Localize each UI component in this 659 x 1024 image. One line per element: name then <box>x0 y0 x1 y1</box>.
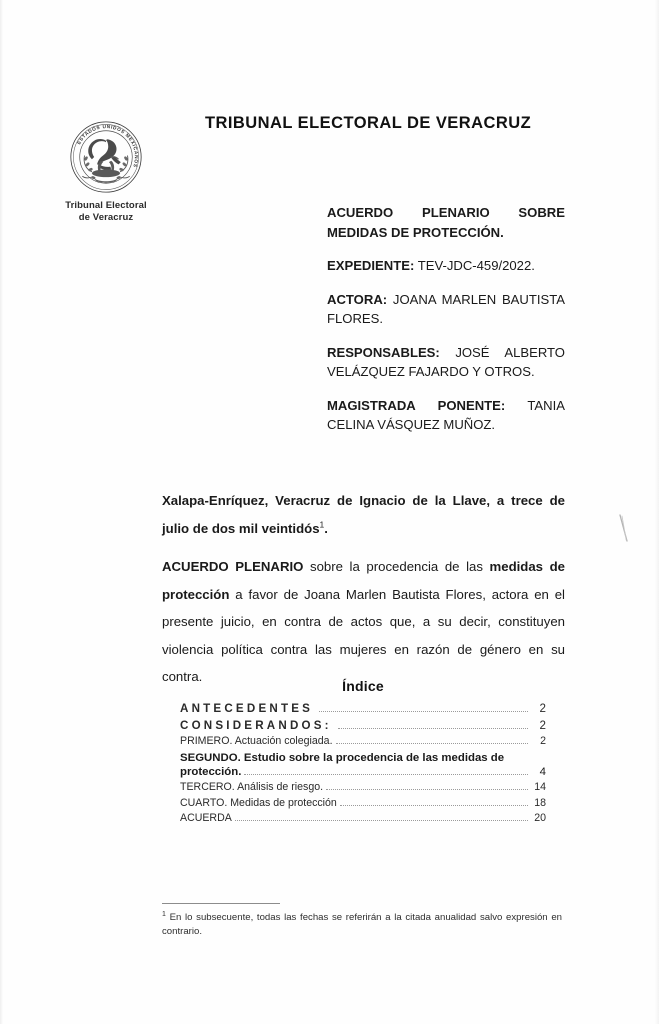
toc-entry-cuarto[interactable] <box>180 797 546 810</box>
toc-entry-label: TERCERO. Análisis de riesgo. <box>180 781 324 793</box>
summary-lead: ACUERDO PLENARIO <box>162 559 304 574</box>
caption-magistrada <box>327 396 565 435</box>
toc-entry-label: ACUERDA <box>180 812 232 824</box>
place-date-text: Xalapa-Enríquez, Veracruz de Ignacio de la Llave, a trece de julio de dos mil veintidós <box>162 493 565 536</box>
footnote-ref-1[interactable]: 1 <box>319 519 325 530</box>
toc-dot-leader <box>235 819 528 821</box>
toc-entry-label: CONSIDERANDOS: <box>180 718 332 732</box>
toc-heading: Índice <box>342 678 384 694</box>
toc-entry-considerandos[interactable] <box>180 719 546 733</box>
caption-actora-value: JOANA MARLEN BAUTISTA FLORES. <box>327 291 565 326</box>
footnote-area <box>162 903 562 938</box>
svg-text:ESTADOS UNIDOS MEXICANOS: ESTADOS UNIDOS MEXICANOS <box>77 125 138 168</box>
toc-entry-acuerda[interactable] <box>180 812 546 825</box>
toc-entry-label: PRIMERO. Actuación colegiada. <box>180 735 333 747</box>
caption-subject <box>327 203 565 242</box>
summary-part-1: sobre la procedencia de las <box>303 559 490 574</box>
toc-dot-leader <box>244 773 528 775</box>
table-of-contents <box>180 678 546 828</box>
paragraph-place-date <box>162 487 565 542</box>
toc-entry-page: 2 <box>539 702 546 715</box>
caption-actora-label: ACTORA: <box>327 291 388 307</box>
toc-entry-tail <box>180 766 546 779</box>
seal-caption <box>40 200 172 224</box>
summary-part-2: a favor de Joana Marlen Bautista Flores, actora en el presente juicio, en contra de actos que, a su decir, constituyen violencia política contra las mujeres en razón de género en su contra. <box>162 586 565 684</box>
toc-dot-leader <box>340 804 528 806</box>
footnote-separator-rule <box>162 903 280 904</box>
toc-entry-tercero[interactable] <box>180 781 546 794</box>
toc-entry-page: 18 <box>534 796 546 809</box>
seal-block <box>40 120 172 224</box>
caption-responsables-value: JOSÉ ALBERTO VELÁZQUEZ FAJARDO Y OTROS. <box>327 344 565 379</box>
toc-entry-segundo[interactable] <box>180 751 546 779</box>
toc-entry-label-line-1: SEGUNDO. Estudio sobre la procedencia de las medidas de <box>180 751 505 764</box>
page-title: TRIBUNAL ELECTORAL DE VERACRUZ <box>205 114 532 132</box>
toc-entry-label: CUARTO. Medidas de protección <box>180 796 337 809</box>
toc-entry-antecedentes[interactable] <box>180 702 546 716</box>
toc-dot-leader <box>319 710 528 712</box>
paragraph-summary <box>162 553 565 691</box>
toc-entry-page: 2 <box>540 735 546 747</box>
seal-caption-line-1: Tribunal Electoral <box>65 200 147 211</box>
caption-expediente-label: EXPEDIENTE: <box>327 258 415 273</box>
summary-bold-2: medidas de protección <box>162 559 565 602</box>
toc-entry-page: 4 <box>539 765 546 778</box>
toc-entry-label-line-2: protección. <box>180 765 242 778</box>
caption-magistrada-label: MAGISTRADA PONENTE: <box>327 397 506 413</box>
toc-entry-page: 2 <box>539 718 546 732</box>
toc-entry-page: 20 <box>534 812 546 824</box>
body-text <box>162 487 565 691</box>
place-date-period: . <box>324 520 328 536</box>
caption-expediente-value: TEV-JDC-459/2022. <box>414 258 535 273</box>
footnote-marker: 1 <box>162 910 166 918</box>
case-caption-block <box>327 203 565 435</box>
caption-responsables <box>327 343 565 382</box>
toc-entry-primero[interactable] <box>180 735 546 748</box>
toc-entry-page: 14 <box>534 781 546 793</box>
toc-dot-leader <box>326 788 528 790</box>
mexican-national-coat-of-arms-seal <box>69 120 143 194</box>
scan-artifact-mark <box>618 513 630 543</box>
seal-caption-line-2: de Veracruz <box>78 212 134 223</box>
toc-dot-leader <box>336 742 528 744</box>
caption-actora <box>327 290 565 329</box>
toc-dot-leader <box>338 727 528 729</box>
caption-expediente <box>327 256 565 276</box>
caption-magistrada-value: TANIA CELINA VÁSQUEZ MUÑOZ. <box>327 397 565 432</box>
footnote-1 <box>162 911 562 938</box>
caption-responsables-label: RESPONSABLES: <box>327 344 440 360</box>
footnote-body: En lo subsecuente, todas las fechas se referirán a la citada anualidad salvo expresión en contrario. <box>162 912 562 937</box>
toc-entry-label: ANTECEDENTES <box>180 702 314 715</box>
caption-subject-text: ACUERDO PLENARIO SOBRE MEDIDAS DE PROTECCIÓN. <box>327 205 565 240</box>
